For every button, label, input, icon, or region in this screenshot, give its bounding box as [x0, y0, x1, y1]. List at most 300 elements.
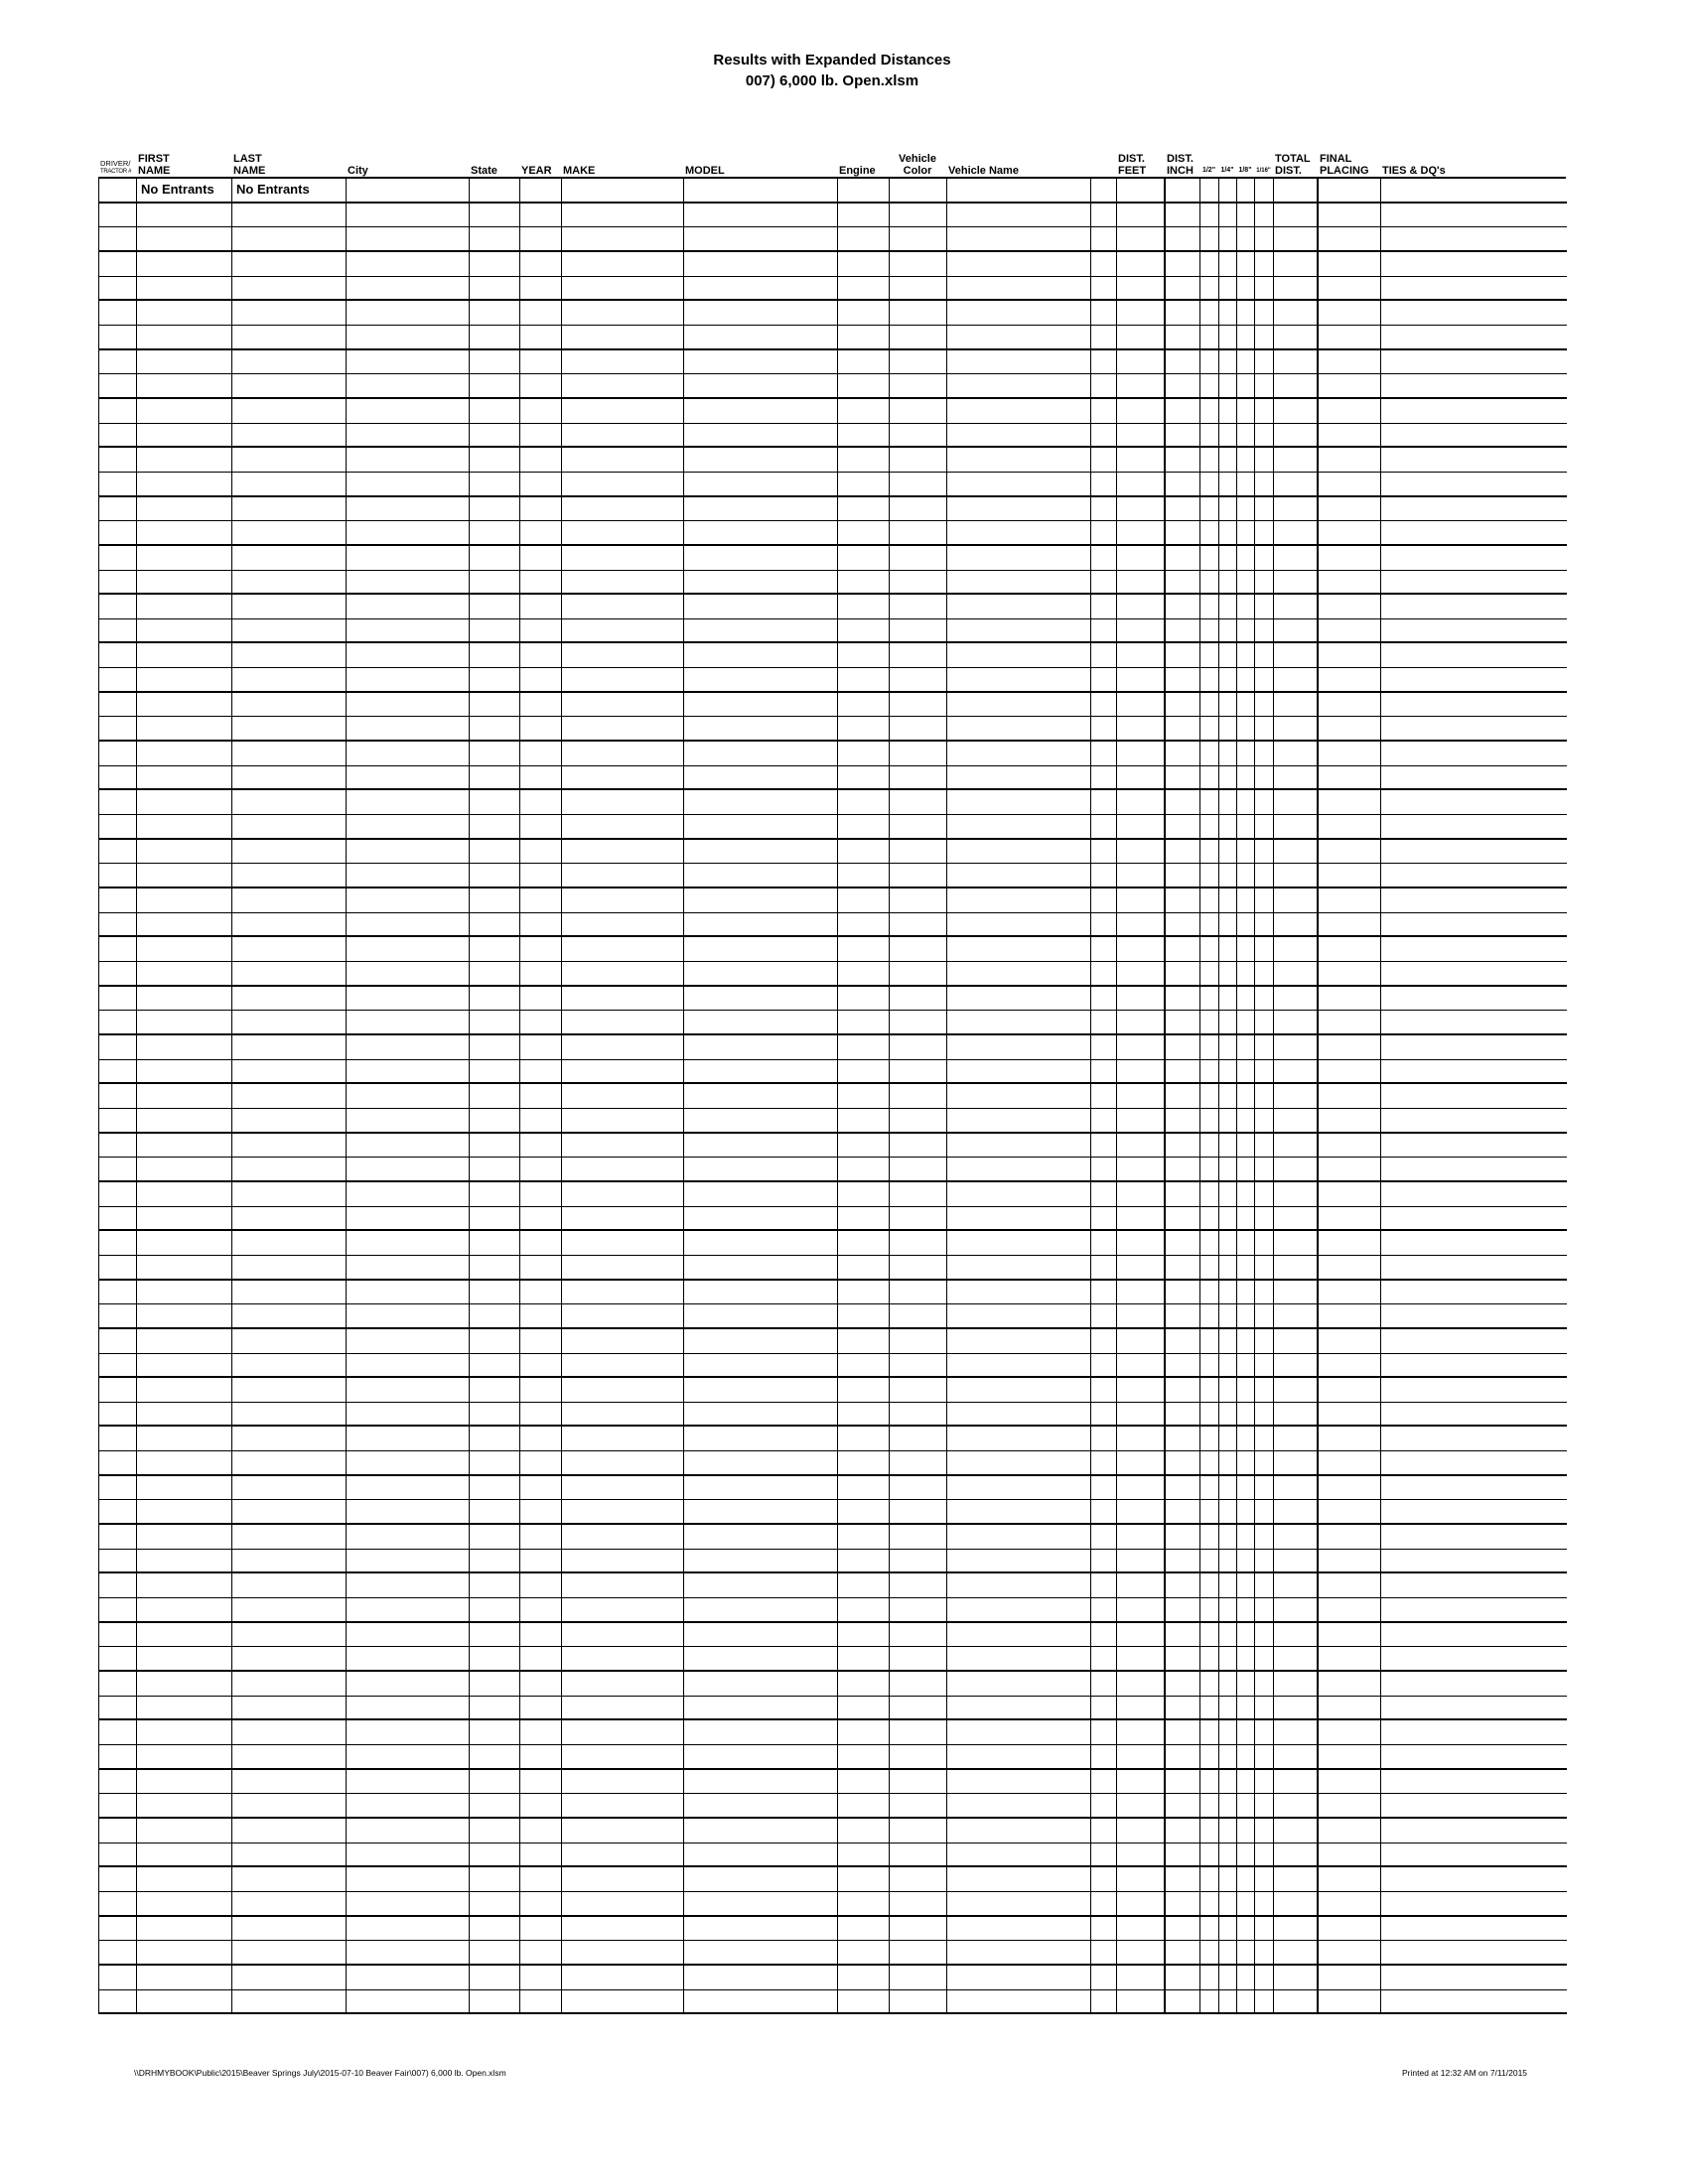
cell-quarter-inch — [1219, 326, 1237, 348]
cell-sixteenth-inch — [1255, 668, 1274, 691]
cell-year — [520, 1035, 562, 1059]
cell-total-dist — [1274, 1035, 1319, 1059]
cell-ties-dqs — [1381, 864, 1567, 887]
cell-sixteenth-inch — [1255, 1378, 1274, 1402]
cell-ties-dqs — [1381, 1451, 1567, 1474]
cell-make — [562, 1427, 684, 1450]
cell-sixteenth-inch — [1255, 326, 1274, 348]
cell-total-dist — [1274, 1084, 1319, 1108]
cell-year — [520, 1720, 562, 1744]
cell-last-name — [232, 1598, 347, 1621]
cell-make — [562, 1500, 684, 1523]
cell-sixteenth-inch — [1255, 1134, 1274, 1158]
table-row — [99, 374, 1567, 399]
table-row — [99, 1990, 1567, 2015]
cell-state — [470, 1329, 520, 1353]
cell-vehicle-color — [890, 1084, 947, 1108]
cell-year — [520, 1182, 562, 1206]
cell-vehicle-color — [890, 742, 947, 765]
cell-state — [470, 473, 520, 495]
cell-engine — [838, 497, 890, 521]
cell-vehicle-color — [890, 1451, 947, 1474]
cell-final-placing — [1319, 1525, 1381, 1549]
cell-total-dist — [1274, 668, 1319, 691]
cell-final-placing — [1319, 1011, 1381, 1033]
cell-first-name — [137, 1231, 232, 1255]
cell-dist-inch — [1166, 227, 1200, 250]
cell-make — [562, 1281, 684, 1304]
cell-eighth-inch — [1237, 521, 1255, 544]
cell-eighth-inch — [1237, 252, 1255, 276]
cell-first-name — [137, 1867, 232, 1891]
cell-half-inch — [1200, 766, 1219, 789]
cell-entry-number — [99, 1060, 137, 1083]
cell-year — [520, 424, 562, 447]
table-row — [99, 1354, 1567, 1379]
table-row — [99, 1207, 1567, 1232]
cell-half-inch — [1200, 693, 1219, 717]
cell-entry-number — [99, 204, 137, 227]
cell-half-inch — [1200, 1941, 1219, 1964]
cell-city — [347, 1745, 470, 1768]
cell-city — [347, 840, 470, 864]
cell-half-inch — [1200, 1427, 1219, 1450]
cell-make — [562, 1158, 684, 1180]
cell-vehicle-name — [947, 1329, 1091, 1353]
cell-quarter-inch — [1219, 1207, 1237, 1230]
cell-year — [520, 888, 562, 912]
cell-eighth-inch — [1237, 1672, 1255, 1696]
cell-total-dist — [1274, 1354, 1319, 1377]
cell-total-dist — [1274, 595, 1319, 618]
cell-dist-feet — [1117, 1647, 1166, 1670]
cell-quarter-inch — [1219, 840, 1237, 864]
cell-dist-inch — [1166, 1697, 1200, 1719]
cell-eighth-inch — [1237, 326, 1255, 348]
cell-last-name — [232, 1867, 347, 1891]
cell-spacer — [1091, 448, 1117, 472]
table-row — [99, 1281, 1567, 1305]
cell-sixteenth-inch — [1255, 1794, 1274, 1817]
table-row — [99, 962, 1567, 987]
cell-vehicle-color — [890, 227, 947, 250]
cell-model — [684, 1917, 838, 1941]
cell-half-inch — [1200, 350, 1219, 374]
table-row — [99, 473, 1567, 497]
cell-entry-number — [99, 1281, 137, 1304]
cell-vehicle-color — [890, 1794, 947, 1817]
table-row — [99, 1256, 1567, 1281]
cell-engine — [838, 1134, 890, 1158]
cell-city — [347, 1451, 470, 1474]
cell-dist-inch — [1166, 1745, 1200, 1768]
cell-vehicle-color — [890, 1843, 947, 1866]
cell-first-name — [137, 693, 232, 717]
cell-spacer — [1091, 1158, 1117, 1180]
cell-quarter-inch — [1219, 595, 1237, 618]
cell-total-dist — [1274, 1647, 1319, 1670]
cell-model — [684, 913, 838, 936]
cell-final-placing — [1319, 424, 1381, 447]
cell-first-name — [137, 1281, 232, 1304]
cell-dist-feet — [1117, 595, 1166, 618]
cell-ties-dqs — [1381, 619, 1567, 642]
cell-city — [347, 1598, 470, 1621]
cell-ties-dqs — [1381, 546, 1567, 570]
cell-state — [470, 301, 520, 325]
cell-eighth-inch — [1237, 1207, 1255, 1230]
cell-vehicle-name — [947, 619, 1091, 642]
cell-last-name — [232, 913, 347, 936]
cell-half-inch — [1200, 619, 1219, 642]
cell-half-inch — [1200, 473, 1219, 495]
cell-eighth-inch — [1237, 1427, 1255, 1450]
cell-last-name — [232, 1304, 347, 1327]
cell-eighth-inch — [1237, 1843, 1255, 1866]
table-row — [99, 643, 1567, 668]
cell-sixteenth-inch — [1255, 888, 1274, 912]
cell-half-inch — [1200, 1598, 1219, 1621]
cell-sixteenth-inch — [1255, 1207, 1274, 1230]
cell-vehicle-name — [947, 1697, 1091, 1719]
cell-engine — [838, 1720, 890, 1744]
cell-eighth-inch — [1237, 1476, 1255, 1500]
cell-eighth-inch — [1237, 204, 1255, 227]
table-row — [99, 1060, 1567, 1085]
cell-final-placing — [1319, 1256, 1381, 1279]
cell-vehicle-color — [890, 1672, 947, 1696]
cell-state — [470, 1647, 520, 1670]
cell-year — [520, 717, 562, 740]
cell-quarter-inch — [1219, 1770, 1237, 1794]
cell-engine — [838, 1403, 890, 1426]
cell-entry-number — [99, 424, 137, 447]
cell-first-name — [137, 1060, 232, 1083]
cell-make — [562, 693, 684, 717]
cell-make — [562, 374, 684, 397]
cell-city — [347, 1500, 470, 1523]
cell-final-placing — [1319, 497, 1381, 521]
cell-engine — [838, 1843, 890, 1866]
cell-sixteenth-inch — [1255, 1231, 1274, 1255]
cell-state — [470, 1109, 520, 1132]
cell-eighth-inch — [1237, 1573, 1255, 1597]
table-row — [99, 1843, 1567, 1868]
cell-half-inch — [1200, 1745, 1219, 1768]
cell-eighth-inch — [1237, 1623, 1255, 1647]
cell-first-name: No Entrants — [137, 179, 232, 202]
table-row — [99, 1525, 1567, 1550]
cell-eighth-inch — [1237, 1011, 1255, 1033]
cell-model — [684, 1892, 838, 1915]
cell-final-placing — [1319, 815, 1381, 838]
cell-dist-feet — [1117, 1990, 1166, 2013]
cell-spacer — [1091, 1819, 1117, 1843]
cell-vehicle-name — [947, 1623, 1091, 1647]
cell-total-dist — [1274, 521, 1319, 544]
cell-half-inch — [1200, 1525, 1219, 1549]
cell-dist-inch — [1166, 1354, 1200, 1377]
cell-vehicle-color — [890, 1990, 947, 2013]
cell-eighth-inch — [1237, 1917, 1255, 1941]
cell-total-dist — [1274, 1966, 1319, 1989]
cell-entry-number — [99, 1182, 137, 1206]
cell-make — [562, 742, 684, 765]
cell-last-name — [232, 1035, 347, 1059]
cell-entry-number — [99, 448, 137, 472]
cell-total-dist — [1274, 1941, 1319, 1964]
cell-spacer — [1091, 1011, 1117, 1033]
cell-half-inch — [1200, 1550, 1219, 1572]
cell-first-name — [137, 1035, 232, 1059]
cell-sixteenth-inch — [1255, 448, 1274, 472]
cell-total-dist — [1274, 424, 1319, 447]
cell-first-name — [137, 473, 232, 495]
cell-make — [562, 766, 684, 789]
cell-first-name — [137, 1843, 232, 1866]
cell-make — [562, 1451, 684, 1474]
cell-entry-number — [99, 595, 137, 618]
cell-model — [684, 1378, 838, 1402]
cell-spacer — [1091, 1378, 1117, 1402]
cell-first-name — [137, 717, 232, 740]
cell-model — [684, 1647, 838, 1670]
cell-make — [562, 1329, 684, 1353]
cell-state — [470, 399, 520, 423]
cell-vehicle-color — [890, 1403, 947, 1426]
cell-total-dist — [1274, 888, 1319, 912]
cell-quarter-inch — [1219, 766, 1237, 789]
cell-total-dist — [1274, 448, 1319, 472]
cell-city — [347, 1550, 470, 1572]
cell-dist-feet — [1117, 1573, 1166, 1597]
cell-ties-dqs — [1381, 301, 1567, 325]
cell-make — [562, 1770, 684, 1794]
cell-dist-inch — [1166, 1378, 1200, 1402]
cell-vehicle-name — [947, 1256, 1091, 1279]
cell-ties-dqs — [1381, 571, 1567, 594]
cell-total-dist — [1274, 790, 1319, 814]
header-eighth-inch: 1/8" — [1238, 167, 1252, 174]
cell-last-name — [232, 937, 347, 961]
cell-ties-dqs — [1381, 840, 1567, 864]
table-row — [99, 1647, 1567, 1672]
cell-dist-feet — [1117, 987, 1166, 1011]
cell-eighth-inch — [1237, 1892, 1255, 1915]
cell-city — [347, 473, 470, 495]
cell-first-name — [137, 815, 232, 838]
cell-first-name — [137, 1745, 232, 1768]
cell-city — [347, 277, 470, 300]
table-grid — [98, 179, 1567, 2014]
cell-dist-inch — [1166, 1256, 1200, 1279]
cell-final-placing — [1319, 1598, 1381, 1621]
cell-year — [520, 1378, 562, 1402]
cell-vehicle-name — [947, 1281, 1091, 1304]
cell-make — [562, 521, 684, 544]
cell-total-dist — [1274, 1697, 1319, 1719]
cell-vehicle-color — [890, 864, 947, 887]
cell-make — [562, 987, 684, 1011]
cell-spacer — [1091, 204, 1117, 227]
cell-year — [520, 1427, 562, 1450]
cell-first-name — [137, 374, 232, 397]
cell-final-placing — [1319, 1819, 1381, 1843]
cell-vehicle-name — [947, 350, 1091, 374]
cell-vehicle-name — [947, 1403, 1091, 1426]
cell-engine — [838, 1892, 890, 1915]
cell-dist-inch — [1166, 1476, 1200, 1500]
cell-spacer — [1091, 1304, 1117, 1327]
cell-vehicle-name — [947, 1378, 1091, 1402]
header-quarter-inch: 1/4" — [1220, 167, 1234, 174]
cell-last-name — [232, 766, 347, 789]
cell-model — [684, 521, 838, 544]
cell-quarter-inch — [1219, 1843, 1237, 1866]
cell-city — [347, 546, 470, 570]
header-state: State — [471, 165, 497, 177]
cell-last-name — [232, 1525, 347, 1549]
cell-dist-feet — [1117, 448, 1166, 472]
cell-state — [470, 987, 520, 1011]
cell-vehicle-name — [947, 1035, 1091, 1059]
cell-last-name — [232, 1697, 347, 1719]
cell-sixteenth-inch — [1255, 374, 1274, 397]
cell-state — [470, 571, 520, 594]
cell-quarter-inch — [1219, 619, 1237, 642]
cell-dist-feet — [1117, 742, 1166, 765]
cell-city — [347, 424, 470, 447]
cell-half-inch — [1200, 1476, 1219, 1500]
cell-total-dist — [1274, 227, 1319, 250]
cell-dist-feet — [1117, 1084, 1166, 1108]
cell-entry-number — [99, 840, 137, 864]
cell-vehicle-name — [947, 668, 1091, 691]
cell-spacer — [1091, 1794, 1117, 1817]
cell-eighth-inch — [1237, 179, 1255, 202]
cell-dist-feet — [1117, 374, 1166, 397]
cell-sixteenth-inch — [1255, 1672, 1274, 1696]
cell-year — [520, 1550, 562, 1572]
cell-total-dist — [1274, 1207, 1319, 1230]
cell-quarter-inch — [1219, 717, 1237, 740]
cell-engine — [838, 179, 890, 202]
cell-model — [684, 668, 838, 691]
cell-entry-number — [99, 1354, 137, 1377]
cell-total-dist — [1274, 1819, 1319, 1843]
cell-last-name — [232, 301, 347, 325]
cell-model — [684, 619, 838, 642]
cell-state — [470, 619, 520, 642]
cell-make — [562, 1476, 684, 1500]
cell-final-placing — [1319, 326, 1381, 348]
cell-vehicle-color — [890, 595, 947, 618]
cell-half-inch — [1200, 1647, 1219, 1670]
cell-make — [562, 815, 684, 838]
cell-entry-number — [99, 301, 137, 325]
cell-first-name — [137, 1451, 232, 1474]
cell-final-placing — [1319, 546, 1381, 570]
cell-model — [684, 1354, 838, 1377]
cell-city — [347, 252, 470, 276]
cell-total-dist — [1274, 1598, 1319, 1621]
cell-vehicle-color — [890, 1134, 947, 1158]
cell-spacer — [1091, 1231, 1117, 1255]
table-row — [99, 252, 1567, 277]
cell-engine — [838, 1770, 890, 1794]
cell-city — [347, 497, 470, 521]
cell-state — [470, 227, 520, 250]
cell-dist-inch — [1166, 1403, 1200, 1426]
cell-engine — [838, 1647, 890, 1670]
cell-total-dist — [1274, 766, 1319, 789]
cell-state — [470, 1550, 520, 1572]
cell-final-placing — [1319, 790, 1381, 814]
cell-state — [470, 815, 520, 838]
cell-dist-inch — [1166, 424, 1200, 447]
cell-total-dist — [1274, 204, 1319, 227]
table-row — [99, 1304, 1567, 1329]
cell-half-inch — [1200, 1990, 1219, 2013]
cell-make — [562, 227, 684, 250]
cell-last-name — [232, 399, 347, 423]
cell-last-name — [232, 1182, 347, 1206]
cell-entry-number — [99, 1917, 137, 1941]
cell-quarter-inch — [1219, 1941, 1237, 1964]
cell-dist-inch — [1166, 766, 1200, 789]
cell-engine — [838, 1084, 890, 1108]
cell-vehicle-color — [890, 1281, 947, 1304]
cell-make — [562, 252, 684, 276]
cell-half-inch — [1200, 1892, 1219, 1915]
cell-quarter-inch — [1219, 1867, 1237, 1891]
cell-total-dist — [1274, 301, 1319, 325]
cell-total-dist — [1274, 1525, 1319, 1549]
cell-eighth-inch — [1237, 962, 1255, 985]
cell-dist-feet — [1117, 1231, 1166, 1255]
cell-vehicle-color — [890, 350, 947, 374]
cell-model — [684, 1207, 838, 1230]
cell-half-inch — [1200, 913, 1219, 936]
table-row — [99, 277, 1567, 302]
cell-half-inch — [1200, 1451, 1219, 1474]
cell-sixteenth-inch — [1255, 815, 1274, 838]
cell-vehicle-name — [947, 1060, 1091, 1083]
cell-city — [347, 937, 470, 961]
cell-spacer — [1091, 864, 1117, 887]
cell-half-inch — [1200, 204, 1219, 227]
cell-last-name — [232, 1623, 347, 1647]
cell-sixteenth-inch — [1255, 1256, 1274, 1279]
cell-eighth-inch — [1237, 693, 1255, 717]
cell-quarter-inch — [1219, 1378, 1237, 1402]
cell-state — [470, 1084, 520, 1108]
cell-state — [470, 277, 520, 300]
cell-vehicle-color — [890, 913, 947, 936]
cell-dist-feet — [1117, 1329, 1166, 1353]
cell-ties-dqs — [1381, 1623, 1567, 1647]
cell-year — [520, 1843, 562, 1866]
cell-total-dist — [1274, 1304, 1319, 1327]
cell-city — [347, 766, 470, 789]
cell-vehicle-name — [947, 1158, 1091, 1180]
cell-entry-number — [99, 1598, 137, 1621]
cell-total-dist — [1274, 497, 1319, 521]
cell-make — [562, 1892, 684, 1915]
table-header-row — [98, 137, 1566, 179]
cell-entry-number — [99, 1207, 137, 1230]
cell-half-inch — [1200, 448, 1219, 472]
